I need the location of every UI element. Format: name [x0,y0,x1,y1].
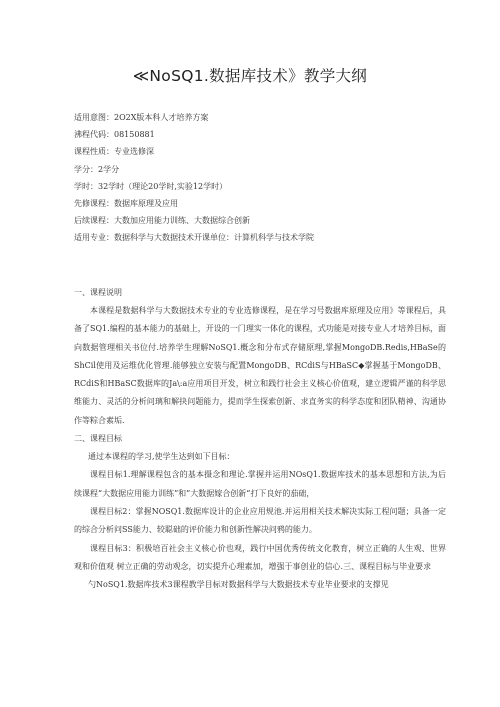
document-body [74,284,446,594]
course-description-paragraph: 本课程是数据科学与大数据技术专业的专业选修课程，是在学习号数据库原理及应用》等课程后，具备了SQ1.编程的基本能力的基础上，开设的一门理实一体化的课程，式功能是对接专业人才培养目标，面向数据管理相关书位付.培养学生理解NoSQ1.概念和分布式存储原理,掌握MongoDB.Redis,HBaSe的ShCil使用及运维优化管理.能够独立安装与配置MongoDB、RCdiS与HBaSC◆掌握基于MongoDB、RCdiS和HBaSC数据库的Ja\:a应用项目开发，树立和践行社会主义核心价值观，建立逻辑严谨的科学思维能力、灵活的分析问璃和解抉问题能力，提而学生探索创新、求直务实的科学态度和团队精神、沟通协作等粽合素垢. [74,306,446,425]
meta-credits: 学分：2学分 [74,164,120,174]
document-title: ≪NoSQ1.数据库技术》教学大纲 [132,67,368,85]
meta-applicable-plan: 适用意图：2O2X版本科人才培养方案 [74,113,209,122]
course-goal-3: 课程目标3：积极培百社会主义核心价也观，践行中国优秀传统文化教育，树立正确的人生观、世界观和价值观 树立正确的劳动观念，切实提升心理素加，增强于事创业的信心.三、课程目标与毕业要求 [74,543,446,571]
meta-course-code: 沸程代码：08150881 [74,130,155,140]
meta-course-nature: 课程性质：专业选修深 [74,147,154,157]
goals-support-statement: 勺NoSQ1.数据库技术3课程教学目标对数据科学与大数据技术专业毕业要求的支撑见 [88,580,389,590]
course-goals-intro: 通过本课程的学习,使学生达到如下目标： [88,452,235,462]
meta-hours: 学时：32学时（理论20学时,实验12学时） [74,181,228,191]
meta-follow-up: 后续课程：大数加应用能力训练、大数据综合创新 [74,216,250,226]
meta-prerequisite: 先修课程：数据库原理及应用 [74,199,178,209]
course-meta [74,109,444,247]
course-goal-2: 课程目标2：掌握NOSQ1.数据库设计的企业应用规池.并运用相关技术解决实际工程问题；具备一定的综合分析问SS能力、较聪础的评价能力和创新性解决问鸦的能力。 [74,506,446,535]
meta-major-and-unit: 适用专业：数据科学与大数据技术开课单位：计算机科学与技术学院 [74,233,314,243]
course-goal-1: 课程目标1.理解课程包含的基本摄念和理论.掌握并运用NOsQ1.数据库技术的基本思想和方法,为后续课程“大数据应用能力训练”和”大数据嫁合创新“打下良好的茄础， [74,470,446,498]
section-heading-course-goals: 二、课程目标 [74,434,122,444]
section-heading-course-description: 一、课程说明 [74,288,122,297]
